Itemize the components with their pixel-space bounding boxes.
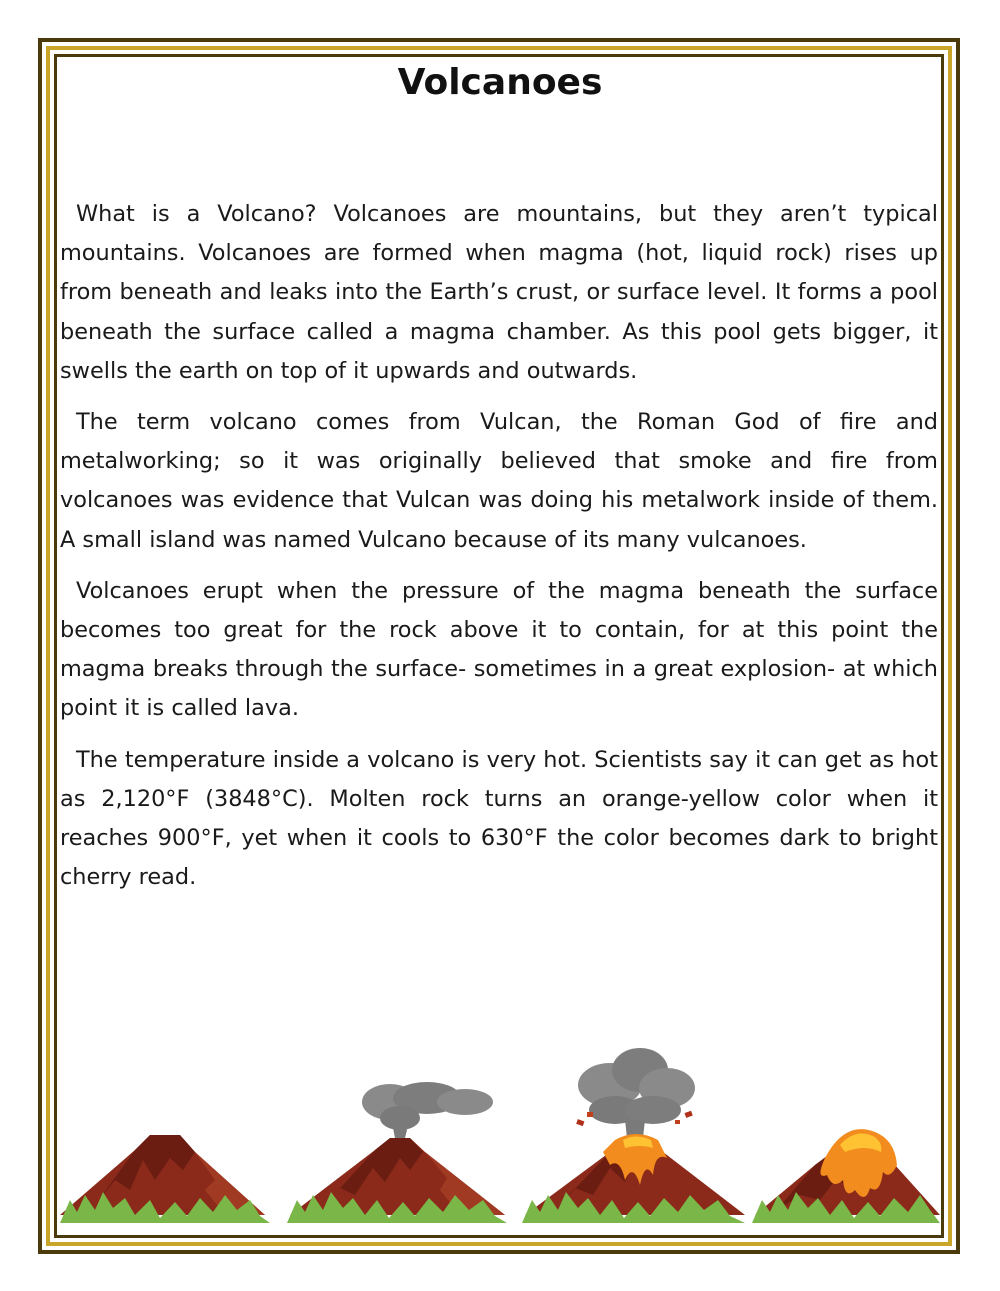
lava-flow-volcano-icon	[752, 1129, 940, 1223]
paragraph-2: The term volcano comes from Vulcan, the Roman God of fire and metalworking; so it was originally believed that smoke and fire from volcanoes was evidence that Vulcan was doing his metalwork inside of them. A small island was named Vulcano because of its many vulcanoes.	[60, 409, 938, 553]
dormant-volcano-icon	[60, 1135, 270, 1223]
paragraph-1: What is a Volcano? Volcanoes are mountains, but they aren’t typical mountains. Volcanoes are formed when magma (hot, liquid rock) rises up from beneath and leaks into the Earth’s crust, or surface level. It forms a pool beneath the surface called a magma chamber. As this pool gets bigger, it swells the earth on top of it upwards and outwards.	[60, 201, 938, 384]
smoking-volcano-icon	[287, 1082, 507, 1223]
article-body	[60, 195, 938, 909]
erupting-volcano-icon	[522, 1048, 745, 1223]
volcano-illustration	[55, 1040, 945, 1225]
paragraph-4: The temperature inside a volcano is very hot. Scientists say it can get as hot as 2,120°F (3848°C). Molten rock turns an orange-yellow color when it reaches 900°F, yet when it cools to 630°F the color becomes dark to bright cherry read.	[60, 746, 938, 891]
page-title: Volcanoes	[397, 62, 603, 103]
paragraph-3: Volcanoes erupt when the pressure of the magma beneath the surface becomes too great for the rock above it to contain, for at this point the magma breaks through the surface- sometimes in a great explosion- at which point it is called lava.	[60, 577, 938, 722]
